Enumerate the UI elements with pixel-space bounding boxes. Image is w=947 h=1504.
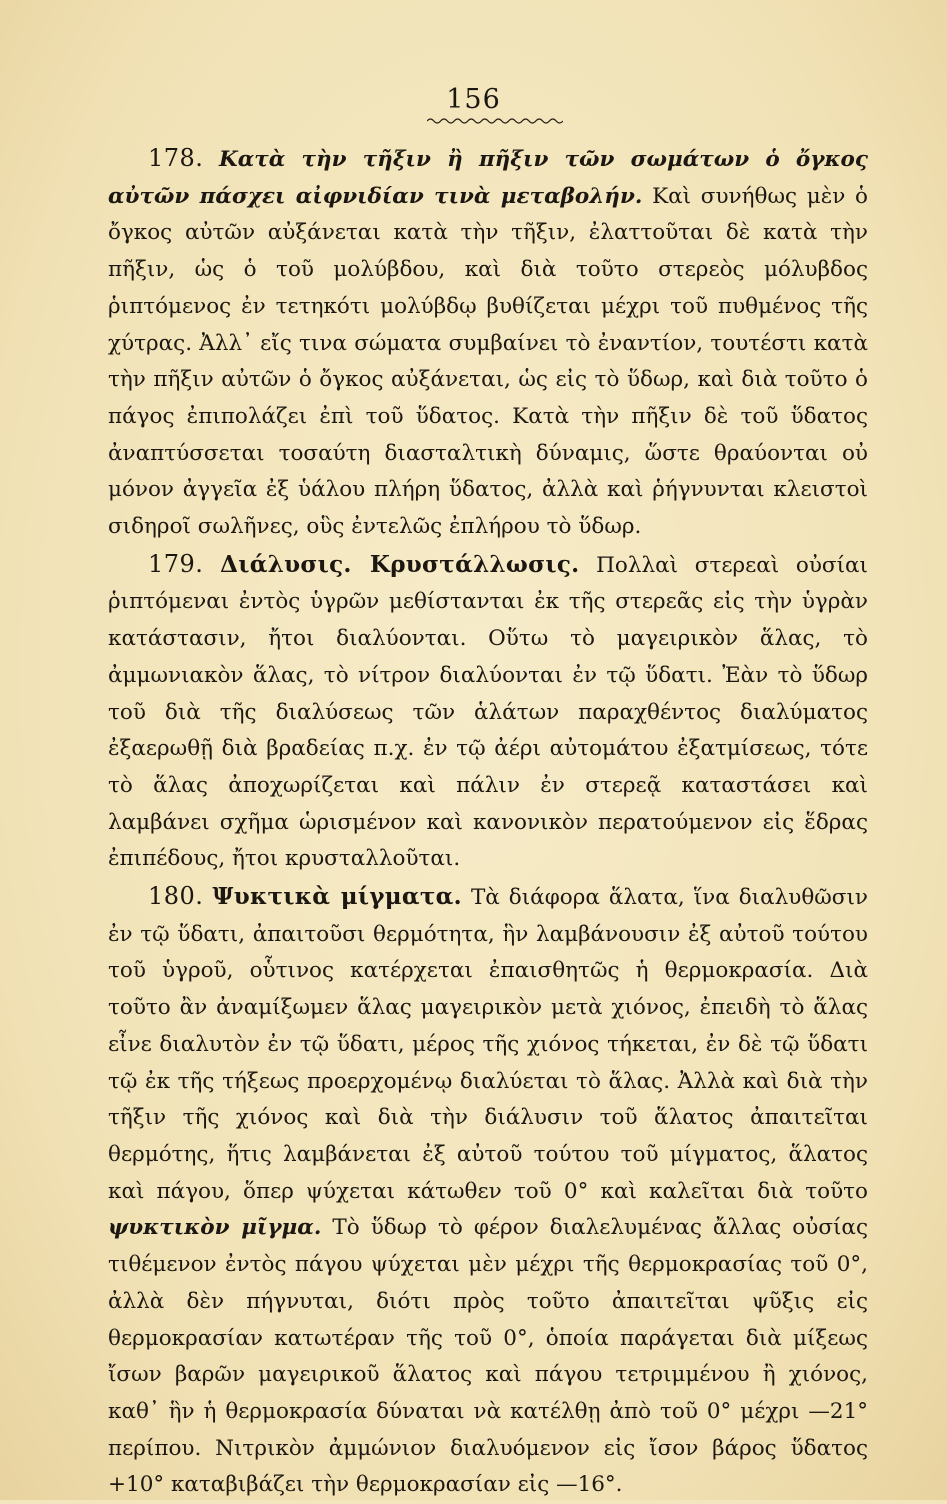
page-number: 156 <box>446 84 501 115</box>
section-title: Διάλυσις. Κρυστάλλωσις. <box>220 550 580 578</box>
section-body-part-2: Τὸ ὕδωρ τὸ φέρον διαλελυμένας ἄλλας οὐσίας τιθέμενον ἐντὸς πάγου ψύχεται μὲν μέχρι τῆς θερμοκρασίας τοῦ 0°, ἀλλὰ δὲν πήγνυται, διότι πρὸς τοῦτο ἀπαιτεῖται ψῦξις εἰς θερμοκρασίαν κατωτέραν τῆς τοῦ 0°, ὁποία παράγεται διὰ μίξεως ἴσων βαρῶν μαγειρικοῦ ἅλατος καὶ πάγου τετριμμένου ἢ χιόνος, καθ᾽ ἣν ἡ θερμοκρασία δύναται νὰ κατέλθῃ ἀπὸ τοῦ 0° μέχρι —21° περίπου. Νιτρικὸν ἀμμώνιον διαλυόμενον εἰς ἴσον βάρος ὕδατος +10° καταβιβάζει τὴν θερμοκρασίαν εἰς —16°. <box>108 1215 868 1498</box>
section-179 <box>108 546 868 878</box>
section-number: 180. <box>148 882 204 911</box>
body-text <box>108 140 868 1504</box>
section-term: ψυκτικὸν μῖγμα. <box>108 1215 322 1241</box>
section-number: 179. <box>148 549 204 578</box>
section-number: 178. <box>148 144 204 172</box>
section-title: Κατὰ τὴν τῆξιν ἢ πῆξιν τῶν σωμάτων ὁ ὄγκος αὐτῶν πάσχει αἰφνιδίαν τινὰ μεταβολήν. <box>108 147 868 209</box>
wavy-rule-ornament <box>427 116 563 126</box>
section-body-part-1: Τὰ διάφορα ἅλατα, ἵνα διαλυθῶσιν ἐν τῷ ὕδατι, ἀπαιτοῦσι θερμότητα, ἣν λαμβάνουσιν ἐξ αὐτοῦ τούτου τοῦ ὑγροῦ, οὗτινος κατέρχεται ἐπαισθητῶς ἡ θερμοκρασία. Διὰ τοῦτο ἂν ἀναμίξωμεν ἅλας μαγειρικὸν μετὰ χιόνος, ἐπειδὴ τὸ ἅλας εἶνε διαλυτὸν ἐν τῷ ὕδατι, μέρος τῆς χιόνος τήκεται, ἐν δὲ τῷ ὕδατι τῷ ἐκ τῆς τήξεως προερχομένῳ διαλύεται τὸ ἅλας. Ἀλλὰ καὶ διὰ τὴν τῆξιν τῆς χιόνος καὶ διὰ τὴν διάλυσιν τοῦ ἅλατος ἀπαιτεῖται θερμότης, ἥτις λαμβάνεται ἐξ αὐτοῦ τούτου τοῦ μίγματος, ἅλατος καὶ πάγου, ὅπερ ψύχεται κάτωθεν τοῦ 0° καὶ καλεῖται διὰ τοῦτο <box>108 885 868 1204</box>
section-body: Καὶ συνήθως μὲν ὁ ὄγκος αὐτῶν αὐξάνεται κατὰ τὴν τῆξιν, ἐλαττοῦται δὲ κατὰ τὴν πῆξιν, ὡς ὁ τοῦ μολύβδου, καὶ διὰ τοῦτο στερεὸς μόλυβδος ῥιπτόμενος ἐν τετηκότι μολύβδῳ βυθίζεται μέχρι τοῦ πυθμένος τῆς χύτρας. Ἀλλ᾽ εἴς τινα σώματα συμβαίνει τὸ ἐναντίον, τουτέστι κατὰ τὴν πῆξιν αὐτῶν ὁ ὄγκος αὐξάνεται, ὡς εἰς τὸ ὕδωρ, καὶ διὰ τοῦτο ὁ πάγος ἐπιπολάζει ἐπὶ τοῦ ὕδατος. Κατὰ τὴν πῆξιν δὲ τοῦ ὕδατος ἀναπτύσσεται τοσαύτη διασταλτικὴ δύναμις, ὥστε θραύονται οὐ μόνον ἀγγεῖα ἐξ ὑάλου πλήρη ὕδατος, ἀλλὰ καὶ ῥήγνυνται κλειστοὶ σιδηροῖ σωλῆνες, οὓς ἐντελῶς ἐπλήρου τὸ ὕδωρ. <box>108 183 868 540</box>
section-body: Πολλαὶ στερεαὶ οὐσίαι ῥιπτόμεναι ἐντὸς ὑγρῶν μεθίστανται ἐκ τῆς στερεᾶς εἰς τὴν ὑγρὰν κατάστασιν, ἤτοι διαλύονται. Οὕτω τὸ μαγειρικὸν ἅλας, τὸ ἀμμωνιακὸν ἅλας, τὸ νίτρον διαλύονται ἐν τῷ ὕδατι. Ἐὰν τὸ ὕδωρ τοῦ διὰ τῆς διαλύσεως τῶν ἁλάτων παραχθέντος διαλύματος ἐξαερωθῇ διὰ βραδείας π.χ. ἐν τῷ ἀέρι αὐτομάτου ἐξατμίσεως, τότε τὸ ἅλας ἀποχωρίζεται καὶ πάλιν ἐν στερεᾷ καταστάσει καὶ λαμβάνει σχῆμα ὡρισμένον καὶ κανονικὸν περατούμενον εἰς ἕδρας ἐπιπέδους, ἤτοι κρυσταλλοῦται. <box>108 552 868 872</box>
section-title: Ψυκτικὰ μίγματα. <box>212 883 462 911</box>
section-178 <box>108 140 868 546</box>
section-180 <box>108 878 868 1504</box>
